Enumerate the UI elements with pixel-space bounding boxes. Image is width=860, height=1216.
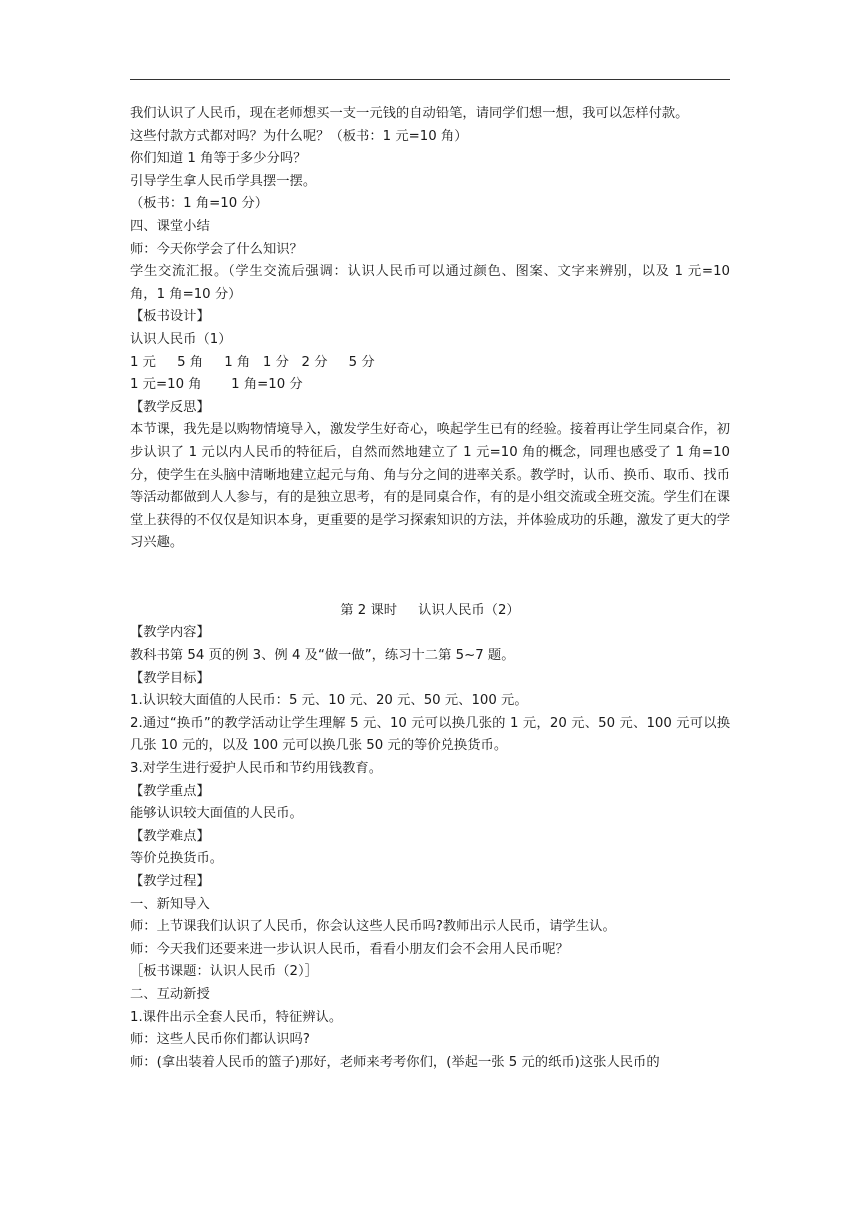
header-rule: [130, 79, 730, 80]
bracket-heading: 【教学重点】: [130, 783, 210, 799]
text-line: 师：上节课我们认识了人民币，你会认这些人民币吗?教师出示人民币，请学生认。: [130, 919, 616, 935]
text-line: 1 元=10 角 1 角=10 分: [130, 377, 303, 393]
text-line: 3.对学生进行爱护人民币和节约用钱教育。: [130, 761, 383, 777]
bracket-heading: 【教学难点】: [130, 828, 210, 844]
text-line: 认识人民币（1）: [130, 331, 232, 347]
bracket-heading: 【教学反思】: [130, 399, 210, 415]
text-line: 师：今天你学会了什么知识？: [130, 241, 303, 257]
text-line: ［板书课题：认识人民币（2）］: [130, 964, 318, 980]
bracket-heading: 【教学目标】: [130, 670, 210, 686]
text-line: 1 元 5 角 1 角 1 分 2 分 5 分: [130, 354, 375, 370]
bracket-heading: 【教学内容】: [130, 625, 210, 641]
section-heading: 二、互动新授: [130, 986, 210, 1002]
bracket-heading: 【板书设计】: [130, 309, 210, 325]
section-heading: 四、课堂小结: [130, 218, 210, 234]
text-line: 能够认识较大面值的人民币。: [130, 806, 303, 822]
paragraph: 2.通过“换币”的教学活动让学生理解 5 元、10 元可以换几张的 1 元，20 元、50 元、100 元可以换几张 10 元的，以及 100 元可以换几张 50 元的等价兑换货币。: [130, 715, 730, 754]
text-line: 1.认识较大面值的人民币：5 元、10 元、20 元、50 元、100 元。: [130, 693, 528, 709]
paragraph: 学生交流汇报。（学生交流后强调：认识人民币可以通过颜色、图案、文字来辨别，以及 1 元=10 角，1 角=10 分）: [130, 264, 730, 302]
text-line: 1.课件出示全套人民币，特征辨认。: [130, 1009, 343, 1025]
text-line: 师：今天我们还要来进一步认识人民币，看看小朋友们会不会用人民币呢？: [130, 941, 569, 957]
section-heading: 一、新知导入: [130, 896, 210, 912]
paragraph: 本节课，我先是以购物情境导入，激发学生好奇心，唤起学生已有的经验。接着再让学生同桌合作，初步认识了 1 元以内人民币的特征后，自然而然地建立了 1 元=10 角的概念，同理也感受了 1 角=10 分，使学生在头脑中清晰地建立起元与角、角与分之间的进率关系。教学时，认币、换币、取币、找币等活动都做到人人参与，有的是独立思考，有的是同桌合作，有的是小组交流或全班交流。学生们在课堂上获得的不仅仅是知识本身，更重要的是学习探索知识的方法，并体验成功的乐趣，激发了更大的学习兴趣。: [130, 422, 730, 551]
document-body: [130, 103, 730, 1074]
text-line: 等价兑换货币。: [130, 851, 224, 867]
text-line: （板书：1 角=10 分）: [130, 196, 269, 212]
text-line: 师：(拿出装着人民币的篮子)那好，老师来考考你们，(举起一张 5 元的纸币)这张人民币的: [130, 1054, 660, 1070]
spacer: [130, 555, 730, 600]
text-line: 教科书第 54 页的例 3、例 4 及“做一做”，练习十二第 5~7 题。: [130, 648, 515, 664]
text-line: 师：这些人民币你们都认识吗?: [130, 1032, 310, 1048]
paragraph: 我们认识了人民币，现在老师想买一支一元钱的自动铅笔，请同学们想一想，我可以怎样付款。: [130, 106, 689, 121]
text-line: 这些付款方式都对吗？为什么呢？（板书：1 元=10 角）: [130, 128, 468, 144]
bracket-heading: 【教学过程】: [130, 874, 210, 889]
lesson-title: 第 2 课时 认识人民币（2）: [340, 602, 520, 618]
text-line: 你们知道 1 角等于多少分吗？: [130, 151, 307, 167]
text-line: 引导学生拿人民币学具摆一摆。: [130, 173, 317, 189]
